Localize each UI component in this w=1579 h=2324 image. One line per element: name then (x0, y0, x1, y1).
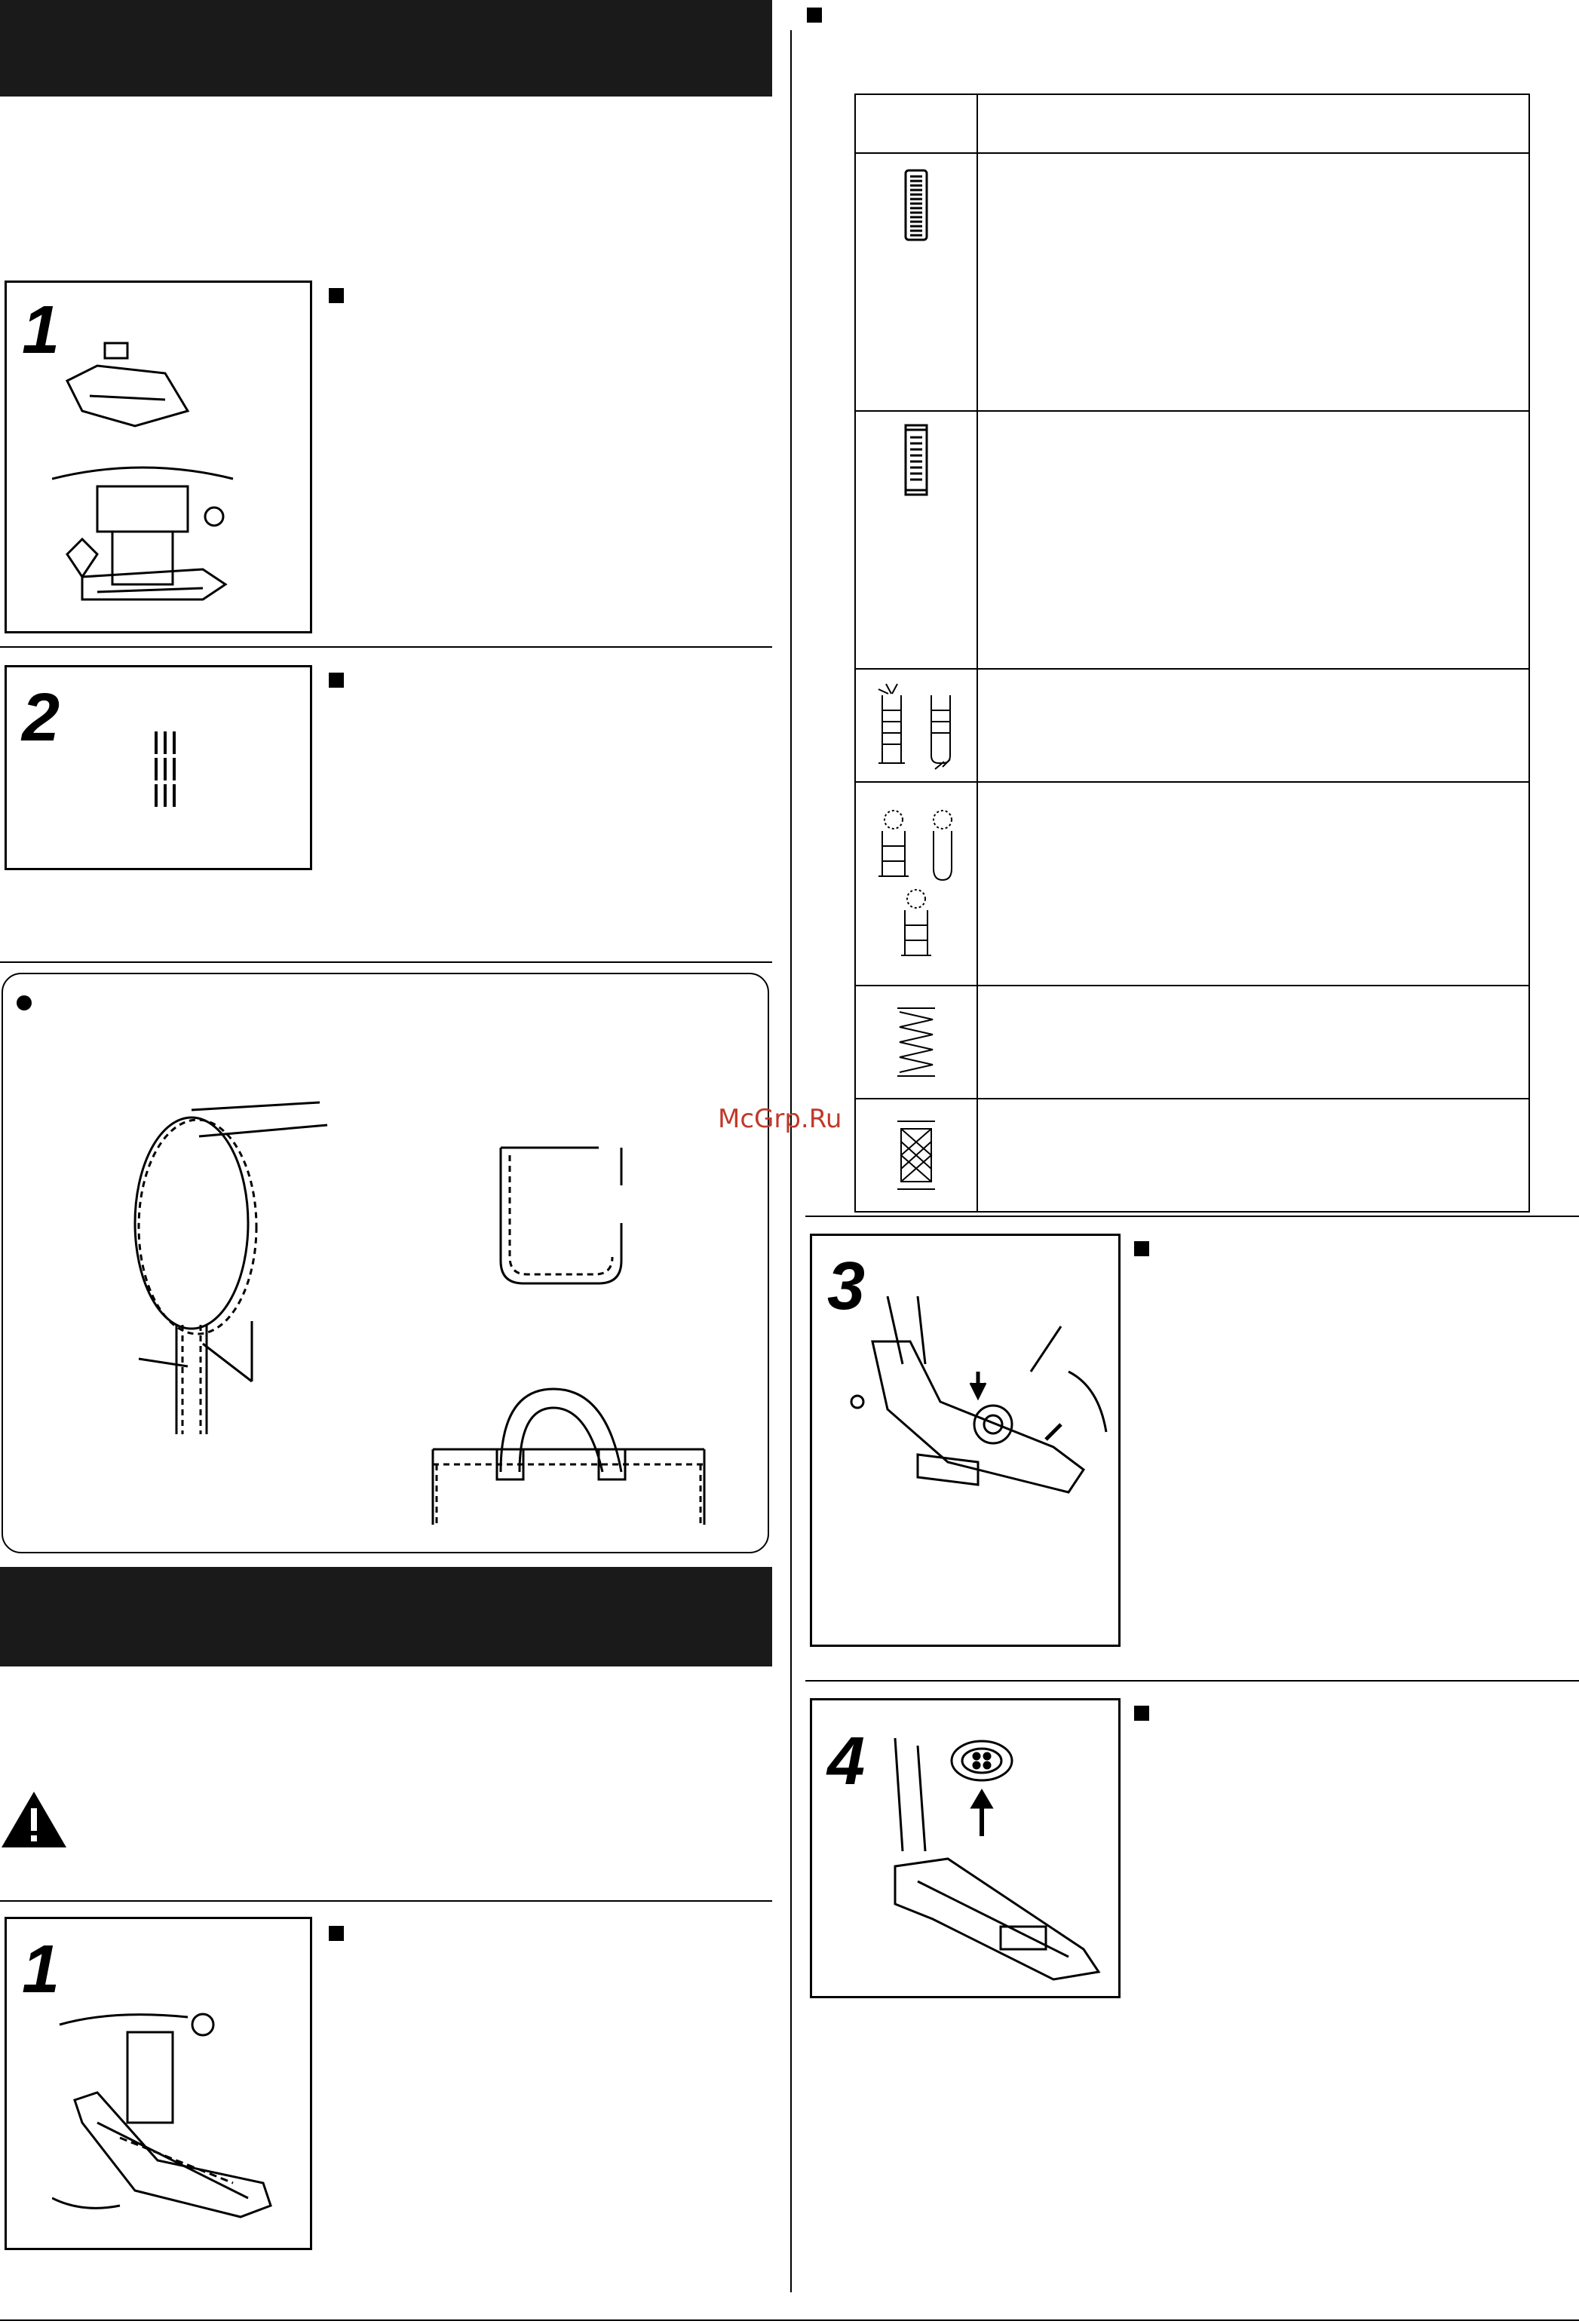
step-3-illustration-frame (810, 1234, 1121, 1647)
buttonhole-stitch-table (854, 94, 1530, 1213)
table-header-pattern (855, 94, 977, 153)
pocket-diagram-icon (493, 1140, 629, 1291)
divider (0, 1900, 772, 1902)
straight-stitch-icon (150, 728, 180, 811)
divider (0, 961, 772, 963)
step-1-buttonhole-frame (5, 1917, 312, 2250)
stitch-pattern-icon (867, 680, 965, 771)
stitch-pattern-icon (894, 1004, 939, 1080)
right-header-bullet (807, 8, 822, 23)
divider (0, 646, 772, 648)
step-3-bullet (1134, 1241, 1149, 1256)
note-box (2, 973, 769, 1553)
stitch-pattern-icon (894, 1118, 939, 1193)
step-number: 1 (22, 1932, 60, 2007)
stitch-pattern-icon (901, 422, 931, 498)
step-number: 3 (827, 1249, 866, 1324)
bag-handle-diagram-icon (425, 1374, 712, 1525)
step-number: 1 (22, 293, 60, 368)
step-4-illustration-frame (810, 1698, 1121, 1998)
loop-diagram-icon (116, 1095, 342, 1442)
step-1-buttonhole-bullet (329, 1926, 344, 1941)
section-header-bar-bottom (0, 1567, 772, 1666)
buttonhole-foot-icon (842, 1296, 1114, 1538)
bottom-rule (0, 2319, 1579, 2321)
stitch-pattern-icon (901, 167, 931, 243)
buttonhole-foot-icon (888, 1731, 1114, 1987)
step-2-illustration-frame (5, 665, 312, 870)
step-1-illustration-frame (5, 281, 312, 633)
step-1-bullet (329, 288, 344, 303)
divider (805, 1680, 1579, 1682)
section-header-bar-top (0, 0, 772, 97)
step-2-bullet (329, 673, 344, 688)
note-bullet (17, 995, 32, 1010)
presser-foot-icon (52, 328, 248, 615)
step-4-bullet (1134, 1706, 1149, 1721)
divider (805, 1216, 1579, 1217)
buttonhole-foot-icon (52, 2010, 293, 2236)
column-divider (790, 30, 792, 2292)
step-number: 4 (827, 1724, 866, 1799)
table-header-description (977, 94, 1529, 153)
warning-icon (0, 1790, 68, 1849)
step-number: 2 (22, 680, 60, 756)
stitch-pattern-icon (867, 801, 965, 967)
watermark-text: McGrp.Ru (718, 1104, 842, 1134)
